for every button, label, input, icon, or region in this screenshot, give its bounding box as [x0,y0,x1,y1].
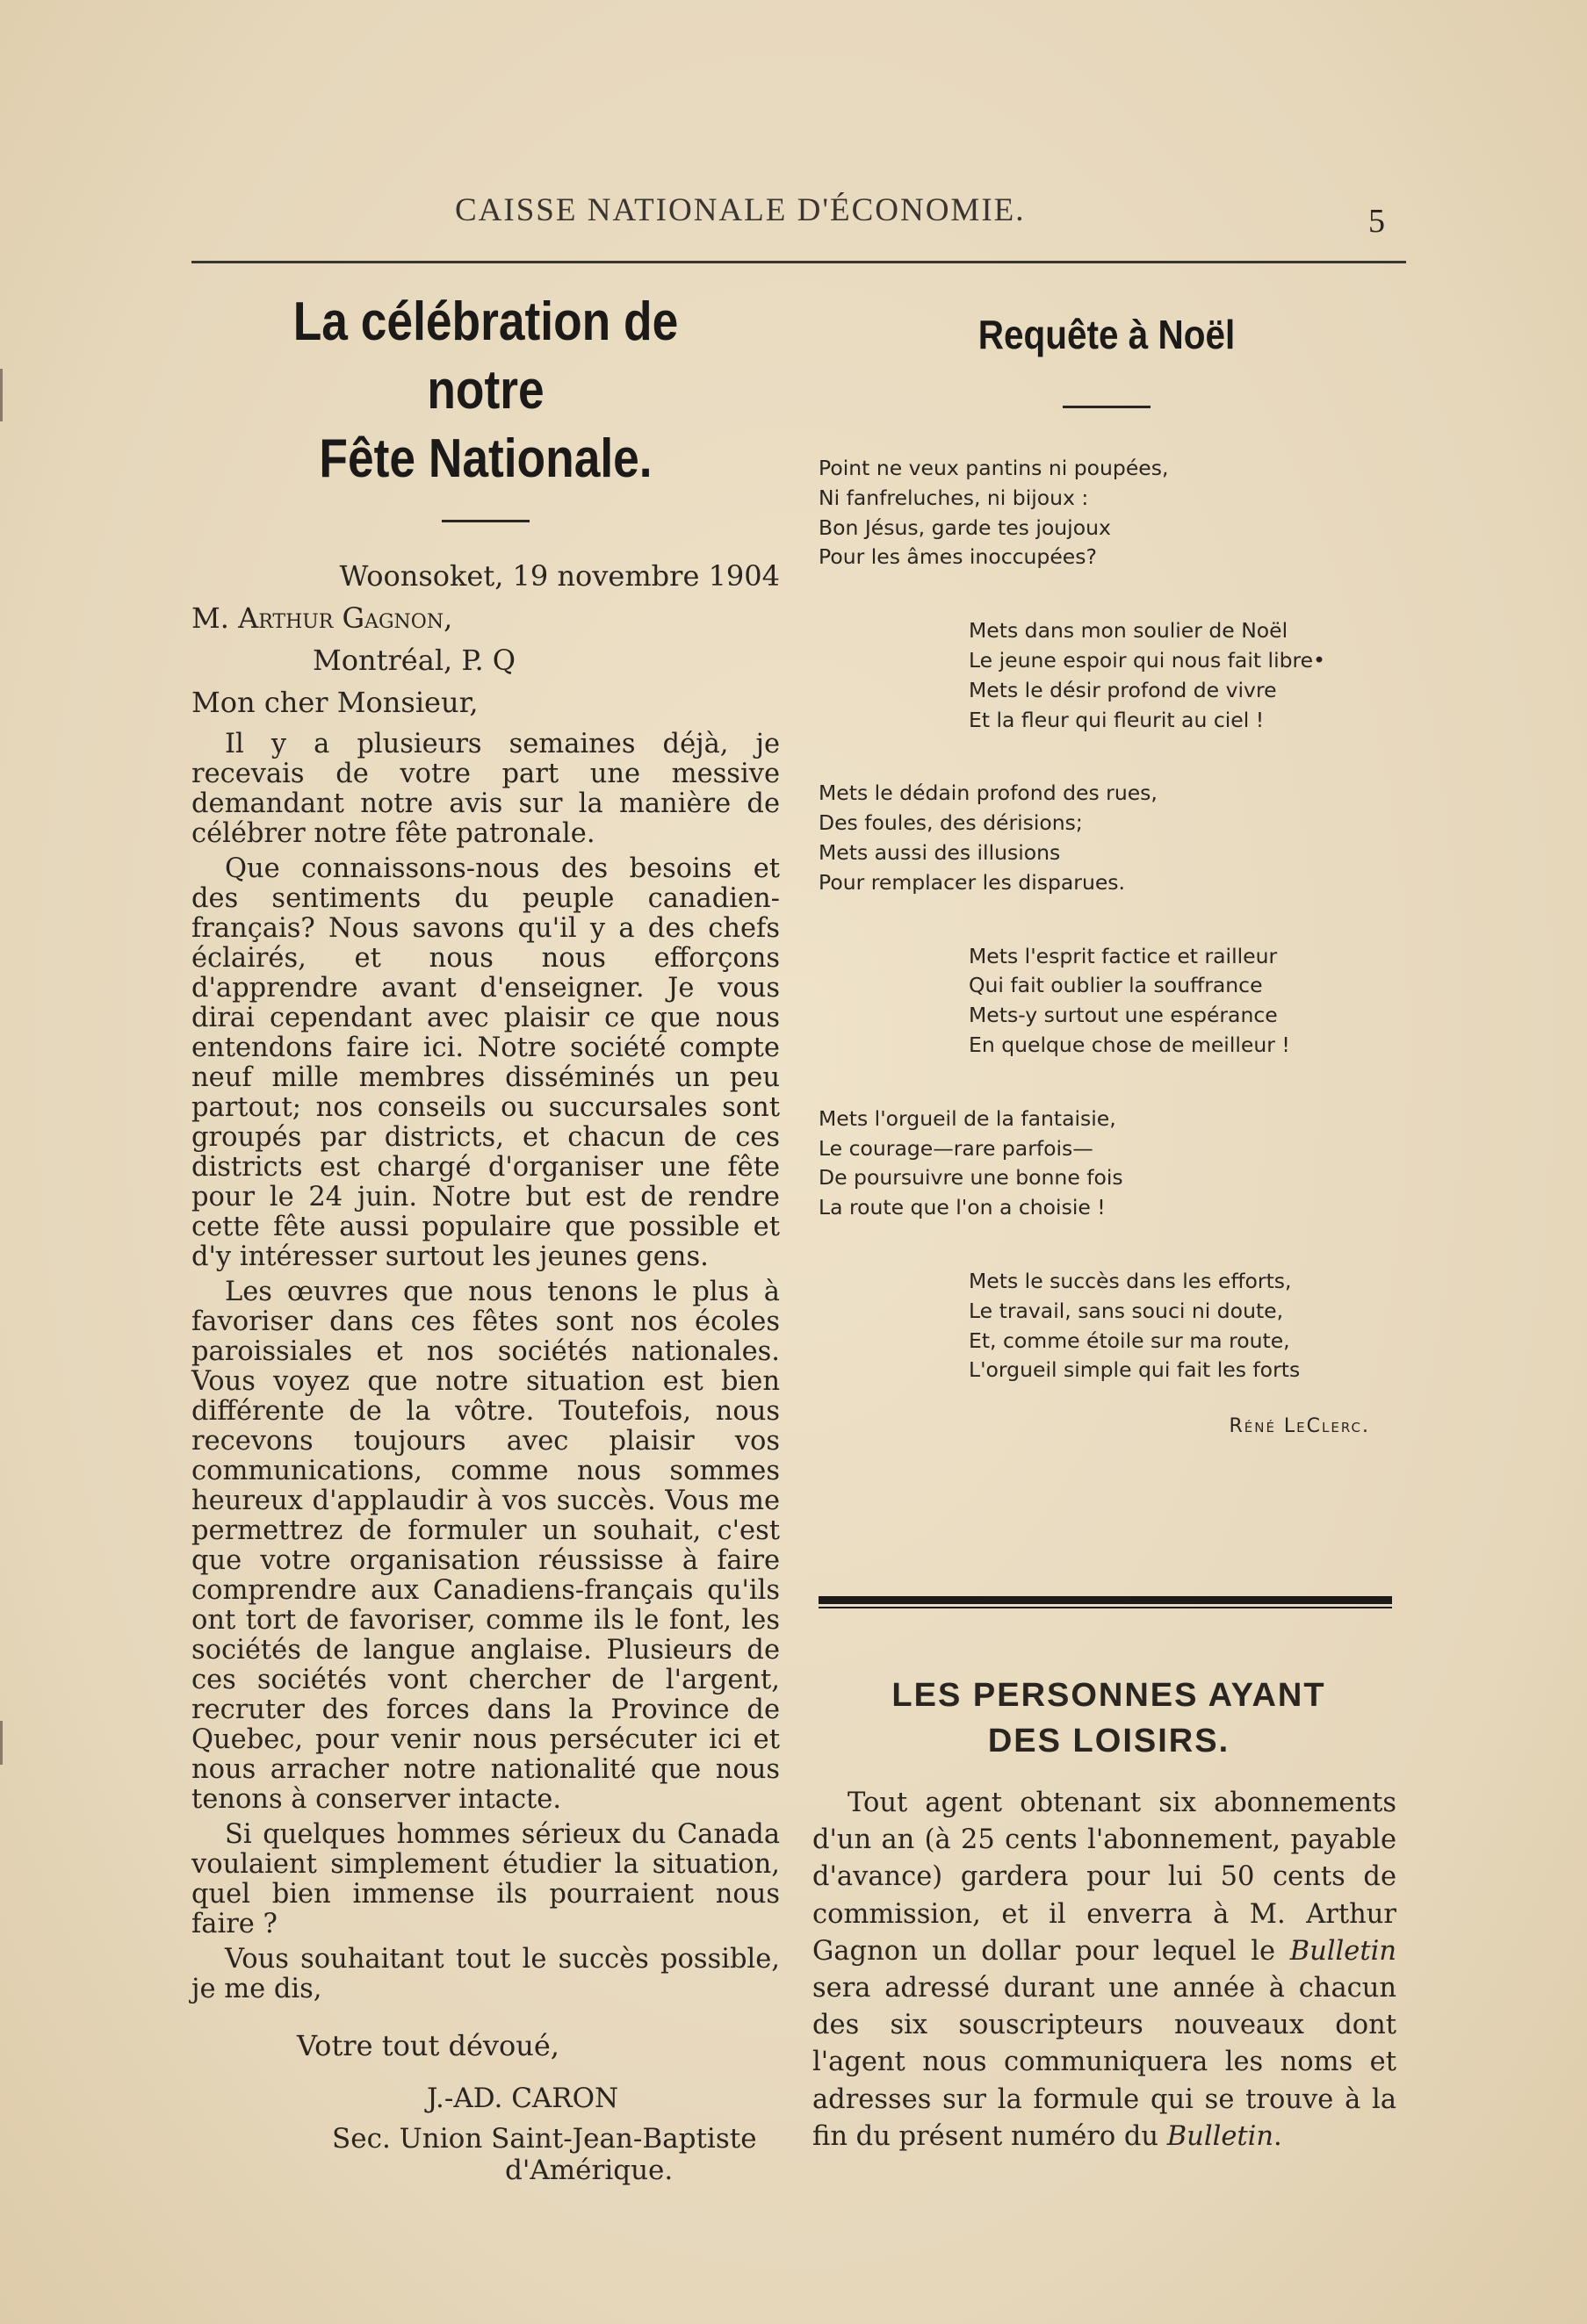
poem-line: Pour les âmes inoccupées? [819,544,1097,570]
poem-title: Requête à Noël [977,312,1236,357]
edge-mark [0,1721,3,1765]
letter-paragraph: Que connaissons-nous des besoins et des sentiments du peuple canadien-français? Nous savons qu'il y a des chefs éclairés, et nous nous efforçons d'apprendre avant d'enseigner. Je vous dirai cependant avec plaisir ce que nous entendons faire ici. Notre société compte neuf mille membres disséminés un peu partout; nos conseils ou succursales sont groupés par districts, et chacun de ces districts est chargé d'organiser une fête pour le 24 juin. Notre but est de rendre cette fête aussi populaire que possible et d'y intéresser surtout les jeunes gens. [191,853,780,1272]
poem-line: Le courage—rare parfois— [819,1135,1093,1161]
poem-section [808,281,1405,1442]
signer-name: J.-AD. CARON [427,2083,619,2114]
addressee-city: Montréal, P. Q [313,644,516,677]
poem-line: Pour remplacer les disparues. [819,869,1126,895]
article-title-line: La célébration de notre [292,291,679,421]
poem-stanza [969,1267,1405,1385]
running-head: CAISSE NATIONALE D'ÉCONOMIE. [455,192,1026,228]
letter-body [191,561,780,2185]
notice-title-line: LES PERSONNES AYANT [891,1677,1326,1714]
poem-line: Le travail, sans souci ni doute, [969,1298,1284,1323]
letter-paragraph: Il y a plusieurs semaines déjà, je recevais de votre part une messive demandant notre avis sur la manière de célébrer notre fête patronale. [191,729,780,849]
dateline: Woonsoket, 19 novembre 1904 [339,559,780,593]
poem-stanza [969,942,1405,1061]
poem-line: Le jeune espoir qui nous fait libre• [969,647,1325,673]
title-rule [442,520,530,522]
poem-line: De poursuivre une bonne fois [819,1165,1123,1191]
poem-line: Mets l'esprit factice et railleur [969,943,1278,968]
salutation: Mon cher Monsieur, [191,686,479,719]
letter-paragraph: Les œuvres que nous tenons le plus à favoriser dans ces fêtes sont nos écoles paroissiales et nos sociétés nationales. Vous voyez que notre situation est bien différente de la vôtre. Toutefois, nous recevons toujours avec plaisir vos communications, comme nous sommes heureux d'applaudir à vos succès. Vous me permettrez de formuler un souhait, c'est que votre organisation réussisse à faire comprendre aux Canadiens-français qu'ils ont tort de favoriser, comme ils le font, les sociétés de langue anglaise. Plusieurs de ces sociétés vont chercher de l'argent, recruter des forces dans la Province de Quebec, pour venir nous persécuter ici et nous arracher notre nationalité que nous tenons à conserver intacte. [191,1277,780,1815]
bulletin-title: Bulletin [1289,1935,1396,1967]
poem-line: Mets le succès dans les efforts, [969,1268,1292,1293]
poem-stanza [969,616,1405,735]
poem-line: Et, comme étoile sur ma route, [969,1327,1290,1353]
left-article [191,281,780,2185]
header-rule [191,261,1406,263]
bulletin-title: Bulletin [1166,2120,1274,2152]
poem-line: Qui fait oublier la souffrance [969,973,1263,998]
notice-text: sera adressé durant une année à chacun des six souscripteurs nouveaux dont l'agent nous communiquera les noms et adresses sur la formule qui se trouve à la fin du présent numéro du [812,1973,1396,2152]
poem-author: Réné LeClerc. [1229,1415,1370,1438]
poem-line: Mets l'orgueil de la fantaisie, [819,1105,1116,1131]
poem-line: Des foules, des dérisions; [819,810,1083,836]
poem-stanza [819,1104,1405,1223]
notice-title [821,1673,1396,1764]
poem-body [808,454,1405,1442]
poem-line: Mets-y surtout une espérance [969,1003,1278,1028]
letter-paragraph: Vous souhaitant tout le succès possible, je me dis, [191,1944,780,2004]
edge-mark [0,369,3,421]
article-title [233,288,739,493]
poem-line: L'orgueil simple qui fait les forts [969,1357,1301,1383]
poem-line: La route que l'on a choisie ! [819,1195,1106,1220]
addressee: M. Arthur Gagnon, [191,601,453,635]
section-divider [819,1596,1392,1608]
notice-text: . [1273,2120,1282,2152]
poem-line: Mets dans mon soulier de Noël [969,618,1288,644]
poem-title-rule [1063,406,1151,408]
page-number: 5 [1368,203,1385,240]
notice-body [812,1785,1396,2155]
closing: Votre tout dévoué, [297,2029,559,2062]
notice-text: Tout agent obtenant six abonnements d'un an (à 25 cents l'abonnement, payable d'avance) gardera pour lui 50 cents de commission, et il enverra à M. Arthur Gagnon un dollar pour lequel le [812,1788,1396,1967]
signer-title: Sec. Union Saint-Jean-Baptiste [332,2123,757,2155]
signer-title: d'Amérique. [505,2155,674,2186]
notice-title-line: DES LOISIRS. [987,1723,1230,1759]
notice-section [812,1673,1396,2183]
poem-line: Bon Jésus, garde tes joujoux [819,514,1111,540]
poem-line: Mets le dédain profond des rues, [819,781,1158,806]
poem-line: Mets le désir profond de vivre [969,677,1277,702]
poem-line: En quelque chose de meilleur ! [969,1032,1290,1057]
poem-line: Ni fanfreluches, ni bijoux : [819,485,1089,510]
poem-line: Mets aussi des illusions [819,839,1061,865]
letter-paragraph: Si quelques hommes sérieux du Canada voulaient simplement étudier la situation, quel bien immense ils pourraient nous faire ? [191,1819,780,1939]
poem-stanza [819,454,1405,572]
poem-line: Et la fleur qui fleurit au ciel ! [969,707,1265,732]
poem-line: Point ne veux pantins ni poupées, [819,456,1169,480]
poem-stanza [819,779,1405,897]
article-title-line: Fête Nationale. [319,428,653,489]
